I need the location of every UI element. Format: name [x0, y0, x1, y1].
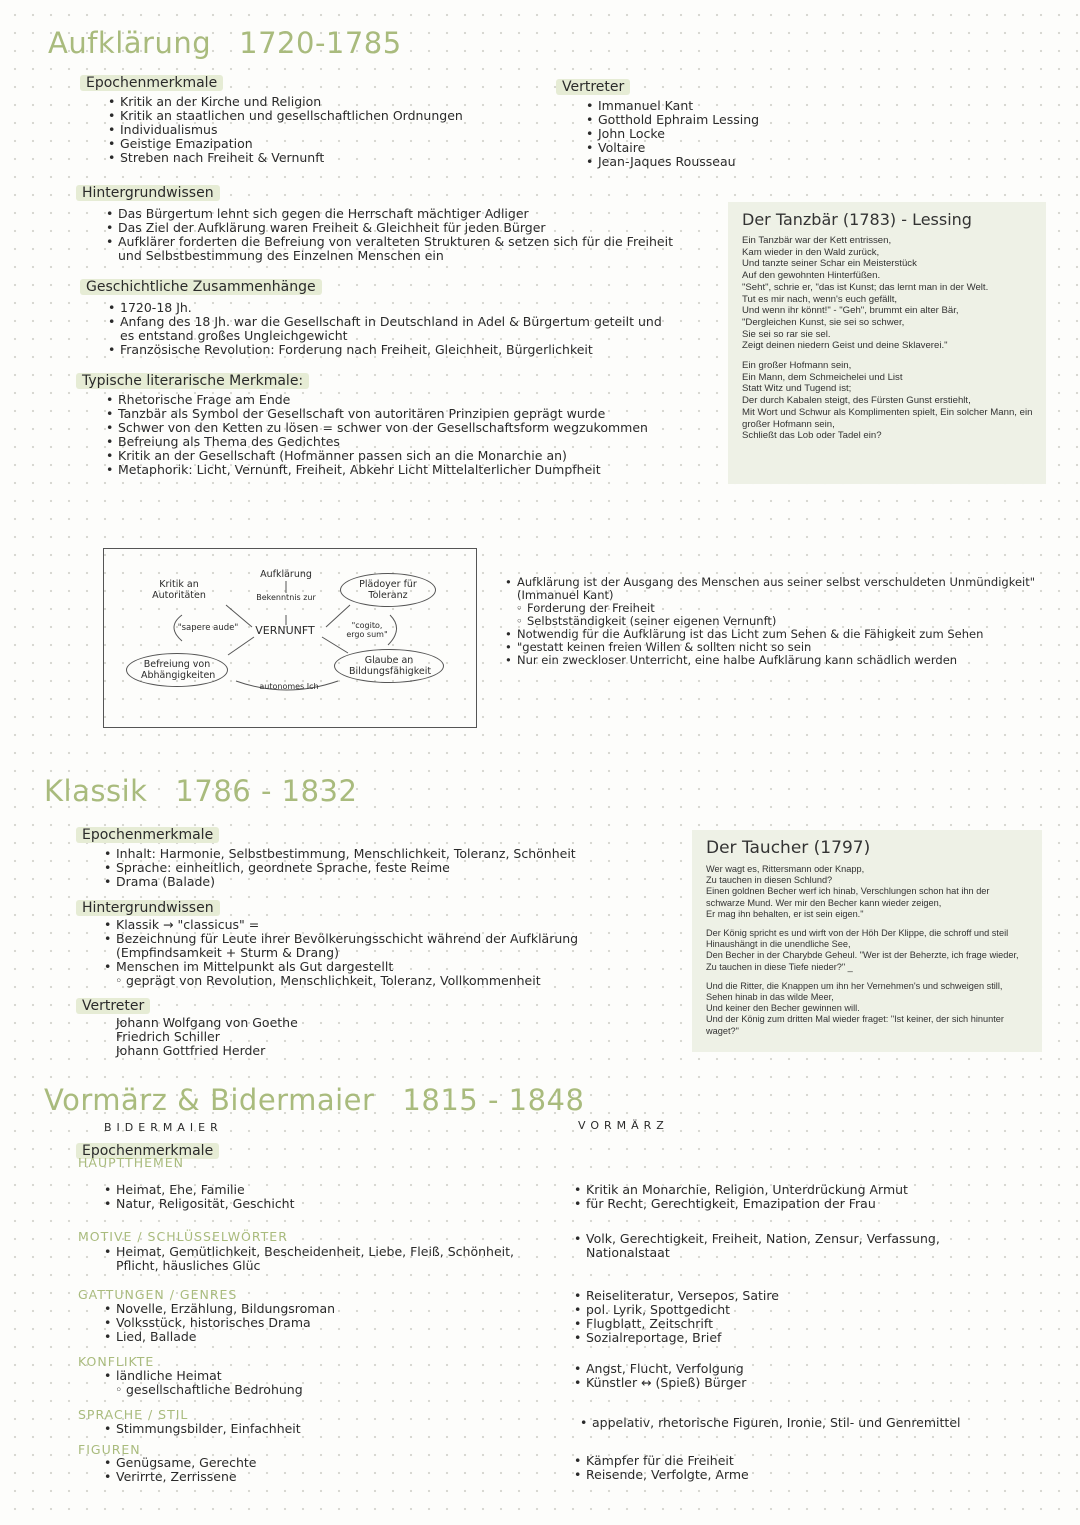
heading-figuren: FIGUREN: [78, 1442, 141, 1457]
aufklaerung-typische-merkmale: [76, 370, 706, 477]
mindmap-cogito: "cogito, ergo sum": [346, 621, 388, 639]
list-item: • Kritik an der Kirche und Religion: [108, 95, 550, 109]
list-item: • Immanuel Kant: [586, 99, 816, 113]
list-item: • Reiseliteratur, Versepos, Satire: [574, 1289, 779, 1303]
mindmap-kritik: Kritik an Autoritäten: [152, 579, 206, 601]
list-item: • Aufklärer forderten die Befreiung von veralteten Strukturen & setzen sich für die Freiheit und Selbstbestimmung des Einzelnen Menschen ein: [106, 235, 676, 263]
poem-tanzbaer: [728, 202, 1046, 484]
mindmap-center: VERNUNFT: [255, 624, 315, 637]
list-item: • Notwendig für die Aufklärung ist das Licht zum Sehen & die Fähigkeit zum Sehen: [505, 628, 1050, 641]
list-item: • Das Bürgertum lehnt sich gegen die Herrschaft mächtiger Adliger: [106, 207, 676, 221]
vormaerz-title: [44, 1083, 584, 1117]
mindmap-befreiung: Befreiung von Abhängigkeiten: [126, 653, 228, 687]
poem-title: Der Tanzbär (1783) - Lessing: [742, 210, 972, 229]
aufklaerung-vertreter: [556, 76, 816, 169]
list-item: ◦ geprägt von Revolution, Menschlichkeit, Toleranz, Vollkommenheit: [104, 974, 674, 988]
list-item: • Schwer von den Ketten zu lösen = schwer von der Gesellschaftsform wegzukommen: [106, 421, 686, 435]
aufklaerung-geschichtliche: [80, 276, 700, 357]
list-item: • Kritik an Monarchie, Religion, Unterdrückung Armut: [574, 1183, 908, 1197]
list-item: • 1720-18 Jh.: [108, 301, 668, 315]
list-item: • Heimat, Gemütlichkeit, Bescheidenheit, Liebe, Fleiß, Schönheit, Pflicht, häusliches Glüc: [104, 1245, 544, 1273]
epoch-years: 1720-1785: [239, 26, 402, 60]
list-item: ◦ Forderung der Freiheit: [505, 602, 1050, 615]
heading-motive: MOTIVE / SCHLÜSSELWÖRTER: [78, 1229, 288, 1244]
section-heading: Epochenmerkmale: [76, 827, 219, 843]
vorm-hauptthemen: [574, 1183, 908, 1211]
bider-hauptthemen: [104, 1183, 295, 1211]
list-item: ◦ gesellschaftliche Bedrohung: [104, 1383, 303, 1397]
hintergrundwissen-list: [104, 918, 674, 988]
epoch-name: Vormärz & Bidermaier: [44, 1083, 375, 1117]
mindmap-plaedoyer: Plädoyer für Toleranz: [340, 573, 436, 607]
vorm-sprache: [580, 1416, 961, 1430]
list-item: • Kritik an staatlichen und gesellschaftlichen Ordnungen: [108, 109, 550, 123]
vorm-figuren: [574, 1454, 749, 1482]
list-item: • pol. Lyrik, Spottgedicht: [574, 1303, 779, 1317]
aufklaerung-title: [48, 26, 402, 60]
poem-stanza: Ein Tanzbär war der Kett entrissen, Kam wieder in den Wald zurück, Und tanzte seiner Schar ein Meisterstück Auf den gewohnten Hinterfüßen. "Seht", schrie er, "das ist Kunst; das lernt man in der Welt. Tut es mir nach, wenn's euch gefällt, Und wenn ihr könnt!" - "Geh", brummt ein alter Bär, "Dergleichen Kunst, sie sei so schwer, Sie sei so rar sie sel. Zeigt deinen niedern Geist und deine Sklaverei.": [742, 235, 989, 352]
epochenmerkmale-list: [108, 95, 550, 165]
column-vormaerz: VORMÄRZ: [578, 1119, 669, 1132]
klassik-vertreter: [76, 995, 376, 1058]
vertreter-list: [104, 1016, 376, 1058]
list-item: • Bezeichnung für Leute ihrer Bevölkerungsschicht während der Aufklärung (Empfindsamkeit + Sturm & Drang): [104, 932, 674, 960]
section-heading: Epochenmerkmale: [76, 1143, 219, 1159]
poem-stanza: Wer wagt es, Rittersmann oder Knapp, Zu tauchen in diesen Schlund? Einen goldnen Becher werf ich hinab, Verschlungen schon hat ihn der schwarze Mund. Wer mir den Becher kann wieder zeigen, Er mag ihn behalten, er ist sein eigen.": [706, 864, 990, 919]
list-item: • Metaphorik: Licht, Vernunft, Freiheit, Abkehr Licht Mittelalterlicher Dumpfheit: [106, 463, 686, 477]
list-item: • Voltaire: [586, 141, 816, 155]
vorm-gattungen: [574, 1289, 779, 1345]
list-item: • Lied, Ballade: [104, 1330, 335, 1344]
list-item: • Reisende, Verfolgte, Arme: [574, 1468, 749, 1482]
heading-konflikte: KONFLIKTE: [78, 1354, 155, 1369]
list-item: • Stimmungsbilder, Einfachheit: [104, 1422, 301, 1436]
list-item: • Nur ein zweckloser Unterricht, eine halbe Aufklärung kann schädlich werden: [505, 654, 1050, 667]
poem-taucher: [692, 830, 1042, 1052]
column-bidermaier: BIDERMAIER: [104, 1121, 223, 1134]
poem-stanza: Ein großer Hofmann sein, Ein Mann, dem Schmeichelei und List Statt Witz und Tugend ist; Der durch Kabalen steigt, des Fürsten Gunst erstiehlt, Mit Wort und Schwur als Komplimenten spielt, Ein solcher Mann, ein großer Hofmann sein, Schließt das Lob oder Tadel ein?: [742, 360, 1033, 442]
klassik-hintergrundwissen: [76, 897, 686, 988]
heading-hauptthemen: HAUPTTHEMEN: [78, 1155, 185, 1170]
list-item: ◦ Selbstständigkeit (seiner eigenen Vernunft): [505, 615, 1050, 628]
poem-title: Der Taucher (1797): [706, 838, 871, 858]
list-item: • Jean-Jaques Rousseau: [586, 155, 816, 169]
heading-gattungen: GATTUNGEN / GENRES: [78, 1287, 238, 1302]
list-item: • ländliche Heimat: [104, 1369, 303, 1383]
list-item: • appelativ, rhetorische Figuren, Ironie, Stil- und Genremittel: [580, 1416, 961, 1430]
list-item: • Individualismus: [108, 123, 550, 137]
mindmap-sapere: "sapere aude": [177, 623, 239, 633]
list-item: • "gestatt keinen freien Willen & sollten nicht so sein: [505, 641, 1050, 654]
list-item: • Rhetorische Frage am Ende: [106, 393, 686, 407]
vorm-motive: [574, 1232, 974, 1260]
notes-list: [505, 576, 1050, 667]
list-item: • Flugblatt, Zeitschrift: [574, 1317, 779, 1331]
mindmap-bekenntnis: Bekenntnis zur: [256, 593, 316, 602]
section-heading: Hintergrundwissen: [76, 185, 220, 201]
list-item: • Streben nach Freiheit & Vernunft: [108, 151, 550, 165]
list-item: • Drama (Balade): [104, 875, 664, 889]
geschichtliche-list: [108, 301, 668, 357]
vertreter-list: [586, 99, 816, 169]
heading-sprache: SPRACHE / STIL: [78, 1407, 189, 1422]
klassik-epochenmerkmale: [76, 824, 676, 889]
poem-stanza: Und die Ritter, die Knappen um ihn her Vernehmen's und schweigen still, Sehen hinab in das wilde Meer, Und keiner den Becher gewinnen will. Und der König zum dritten Mal wieder fraget: "Ist keiner, der sich hinunter waget?": [706, 980, 1004, 1036]
list-item: • Natur, Religosität, Geschicht: [104, 1197, 295, 1211]
list-item: • Heimat, Ehe, Familie: [104, 1183, 295, 1197]
list-item: • Verirrte, Zerrissene: [104, 1470, 256, 1484]
list-item: • für Recht, Gerechtigkeit, Emazipation der Frau: [574, 1197, 908, 1211]
vorm-konflikte: [574, 1362, 746, 1390]
list-item: • Sprache: einheitlich, geordnete Sprache, feste Reime: [104, 861, 664, 875]
poem-stanza: Der König spricht es und wirft von der Höh Der Klippe, die schroff und steil Hinaushängt in die unendliche See, Den Becher in der Charybde Geheul. "Wer ist der Beherzte, ich frage wieder, Zu tauchen in diese Tiefe nieder?" _: [706, 928, 1019, 972]
epoch-years: 1786 - 1832: [175, 774, 358, 808]
epoch-name: Aufklärung: [48, 26, 212, 60]
list-item: • Gotthold Ephraim Lessing: [586, 113, 816, 127]
list-item: ◦ Friedrich Schiller: [104, 1030, 376, 1044]
list-item: • Novelle, Erzählung, Bildungsroman: [104, 1302, 335, 1316]
list-item: • Aufklärung ist der Ausgang des Menschen aus seiner selbst verschuldeten Unmündigkeit" (Immanuel Kant): [505, 576, 1050, 602]
aufklaerung-mindmap: [103, 548, 477, 728]
mindmap-glaube: Glaube an Bildungsfähigkeit: [334, 649, 444, 683]
aufklaerung-notes: [505, 576, 1050, 667]
section-heading: Epochenmerkmale: [80, 75, 223, 91]
list-item: • Volksstück, historisches Drama: [104, 1316, 335, 1330]
bider-figuren: [104, 1456, 256, 1484]
list-item: • Befreiung als Thema des Gedichtes: [106, 435, 686, 449]
section-heading: Hintergrundwissen: [76, 900, 220, 916]
epoch-years: 1815 - 1848: [402, 1083, 585, 1117]
list-item: • John Locke: [586, 127, 816, 141]
mindmap-autonomes: autonomes Ich: [259, 682, 319, 691]
list-item: • Kritik an der Gesellschaft (Hofmänner passen sich an die Monarchie an): [106, 449, 686, 463]
list-item: • Geistige Emazipation: [108, 137, 550, 151]
list-item: • Klassik → "classicus" =: [104, 918, 674, 932]
mindmap-top: Aufklärung: [260, 569, 312, 580]
list-item: • Genügsame, Gerechte: [104, 1456, 256, 1470]
bider-konflikte: [104, 1369, 303, 1397]
list-item: • Französische Revolution: Forderung nach Freiheit, Gleichheit, Bürgerlichkeit: [108, 343, 668, 357]
list-item: • Sozialreportage, Brief: [574, 1331, 779, 1345]
section-heading: Typische literarische Merkmale:: [76, 373, 309, 389]
list-item: ◦ Johann Gottfried Herder: [104, 1044, 376, 1058]
list-item: • Das Ziel der Aufklärung waren Freiheit & Gleichheit für jeden Bürger: [106, 221, 676, 235]
list-item: • Inhalt: Harmonie, Selbstbestimmung, Menschlichkeit, Toleranz, Schönheit: [104, 847, 664, 861]
list-item: • Künstler ↔ (Spieß) Bürger: [574, 1376, 746, 1390]
bider-sprache: [104, 1422, 301, 1436]
section-heading: Vertreter: [556, 79, 630, 95]
list-item: • Kämpfer für die Freiheit: [574, 1454, 749, 1468]
epochenmerkmale-list: [104, 847, 664, 889]
section-heading: Vertreter: [76, 998, 150, 1014]
bider-motive: [104, 1245, 544, 1273]
typische-list: [106, 393, 686, 477]
section-heading: Geschichtliche Zusammenhänge: [80, 279, 322, 295]
hintergrundwissen-list: [106, 207, 676, 263]
bider-gattungen: [104, 1302, 335, 1344]
list-item: • Angst, Flucht, Verfolgung: [574, 1362, 746, 1376]
epoch-name: Klassik: [44, 774, 148, 808]
klassik-title: [44, 774, 357, 808]
aufklaerung-hintergrundwissen: [76, 182, 696, 263]
list-item: • Tanzbär als Symbol der Gesellschaft von autoritären Prinzipien geprägt wurde: [106, 407, 686, 421]
list-item: ◦ Johann Wolfgang von Goethe: [104, 1016, 376, 1030]
list-item: • Volk, Gerechtigkeit, Freiheit, Nation, Zensur, Verfassung, Nationalstaat: [574, 1232, 974, 1260]
list-item: • Menschen im Mittelpunkt als Gut dargestellt: [104, 960, 674, 974]
aufklaerung-epochenmerkmale: [80, 72, 550, 165]
list-item: • Anfang des 18 Jh. war die Gesellschaft in Deutschland in Adel & Bürgertum geteilt und es entstand großes Ungleichgewicht: [108, 315, 668, 343]
